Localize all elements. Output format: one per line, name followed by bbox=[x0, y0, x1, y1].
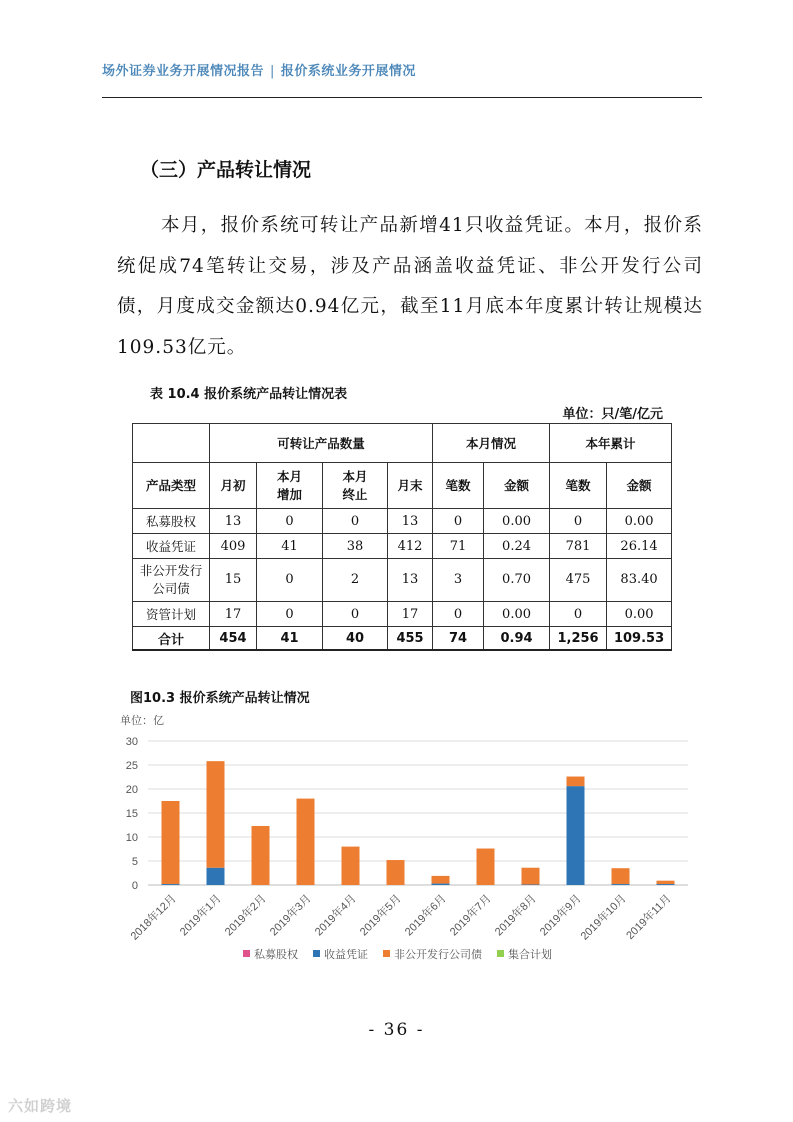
bar-segment bbox=[612, 884, 630, 885]
body-paragraph: 本月，报价系统可转让产品新增41只收益凭证。本月，报价系统促成74笔转让交易，涉及产品涵盖收益凭证、非公开发行公司债，月度成交金额达0.94亿元，截至11月底本年度累计转让规模达109.53亿元。 bbox=[117, 215, 703, 358]
total-cell: 74 bbox=[433, 627, 484, 651]
col-header-added-text: 本月增加 bbox=[276, 468, 302, 502]
table-corner-cell bbox=[133, 424, 210, 463]
bar-segment bbox=[162, 884, 180, 885]
bar-segment bbox=[522, 868, 540, 885]
legend-label: 私募股权 bbox=[254, 949, 298, 961]
col-header-terminated-text: 本月终止 bbox=[342, 468, 368, 502]
y-tick-label: 10 bbox=[125, 832, 138, 844]
legend-label: 集合计划 bbox=[508, 949, 552, 961]
cell-type: 收益凭证 bbox=[133, 534, 210, 559]
cell: 409 bbox=[210, 534, 257, 559]
table-total-row bbox=[133, 627, 672, 651]
bar-segment bbox=[612, 868, 630, 884]
cell: 0 bbox=[433, 509, 484, 534]
bar-segment bbox=[342, 847, 360, 885]
table-row bbox=[133, 559, 672, 602]
bar-segment bbox=[162, 801, 180, 884]
header-left-title: 场外证券业务开展情况报告 bbox=[102, 64, 265, 79]
bar-segment bbox=[432, 884, 450, 885]
group-header-quantity: 可转让产品数量 bbox=[210, 424, 433, 463]
col-header-year-count: 笔数 bbox=[550, 463, 607, 509]
y-tick-label: 30 bbox=[125, 736, 138, 748]
x-tick-label: 2019年10月 bbox=[578, 892, 629, 943]
cell-type: 私募股权 bbox=[133, 509, 210, 534]
y-tick-label: 20 bbox=[125, 784, 138, 796]
cell: 2 bbox=[323, 559, 388, 602]
cell: 0 bbox=[550, 602, 607, 627]
cell-type bbox=[133, 559, 210, 602]
x-tick-label: 2019年6月 bbox=[402, 892, 449, 939]
table-row bbox=[133, 602, 672, 627]
total-cell: 41 bbox=[257, 627, 323, 651]
x-tick-label: 2019年7月 bbox=[447, 892, 494, 939]
cell: 38 bbox=[323, 534, 388, 559]
group-header-year: 本年累计 bbox=[550, 424, 672, 463]
bar-segment bbox=[207, 868, 225, 885]
table-caption: 表 10.4 报价系统产品转让情况表 bbox=[150, 387, 348, 402]
legend-swatch bbox=[313, 950, 320, 957]
cell: 13 bbox=[388, 559, 433, 602]
cell: 412 bbox=[388, 534, 433, 559]
legend-label: 收益凭证 bbox=[324, 949, 368, 961]
legend-swatch bbox=[243, 950, 250, 957]
cell: 71 bbox=[433, 534, 484, 559]
legend-label: 非公开发行公司债 bbox=[394, 949, 482, 961]
cell: 0.00 bbox=[607, 509, 672, 534]
transfer-table bbox=[132, 423, 672, 651]
cell: 0 bbox=[323, 509, 388, 534]
cell: 0.00 bbox=[484, 509, 550, 534]
col-header-begin: 月初 bbox=[210, 463, 257, 509]
x-tick-label: 2019年2月 bbox=[222, 892, 269, 939]
col-header-month-count: 笔数 bbox=[433, 463, 484, 509]
cell: 0.00 bbox=[607, 602, 672, 627]
table-row bbox=[133, 509, 672, 534]
col-header-month-amount: 金额 bbox=[484, 463, 550, 509]
col-header-end: 月末 bbox=[388, 463, 433, 509]
chart-caption: 图10.3 报价系统产品转让情况 bbox=[130, 691, 310, 706]
total-cell: 40 bbox=[323, 627, 388, 651]
cell: 781 bbox=[550, 534, 607, 559]
cell: 0 bbox=[433, 602, 484, 627]
total-cell: 109.53 bbox=[607, 627, 672, 651]
bar-segment bbox=[387, 860, 405, 885]
cell: 26.14 bbox=[607, 534, 672, 559]
cell: 41 bbox=[257, 534, 323, 559]
cell: 0.00 bbox=[484, 602, 550, 627]
y-tick-label: 0 bbox=[131, 880, 138, 892]
cell-type: 资管计划 bbox=[133, 602, 210, 627]
cell: 0 bbox=[257, 602, 323, 627]
total-cell: 454 bbox=[210, 627, 257, 651]
x-tick-label: 2019年9月 bbox=[537, 892, 584, 939]
x-tick-label: 2019年11月 bbox=[624, 892, 674, 943]
cell: 3 bbox=[433, 559, 484, 602]
bar-segment bbox=[432, 876, 450, 884]
bar-segment bbox=[567, 786, 585, 885]
group-header-month: 本月情况 bbox=[433, 424, 550, 463]
x-tick-label: 2019年5月 bbox=[357, 892, 404, 939]
cell: 475 bbox=[550, 559, 607, 602]
cell: 0 bbox=[323, 602, 388, 627]
x-tick-label: 2019年8月 bbox=[492, 892, 539, 939]
bar-segment bbox=[252, 826, 270, 885]
total-cell: 455 bbox=[388, 627, 433, 651]
bar-segment bbox=[657, 884, 675, 885]
x-tick-label: 2019年4月 bbox=[312, 892, 359, 939]
cell: 0 bbox=[257, 509, 323, 534]
y-tick-label: 15 bbox=[125, 808, 138, 820]
section-title: （三）产品转让情况 bbox=[140, 159, 312, 181]
header-separator: | bbox=[270, 64, 275, 79]
bar-segment bbox=[297, 799, 315, 885]
y-axis-unit-label: 单位：亿 bbox=[120, 715, 164, 727]
table-group-header-row bbox=[133, 424, 672, 463]
legend-swatch bbox=[497, 950, 504, 957]
page-number: - 36 - bbox=[368, 1020, 425, 1040]
cell: 15 bbox=[210, 559, 257, 602]
total-cell: 1,256 bbox=[550, 627, 607, 651]
total-label: 合计 bbox=[133, 627, 210, 651]
cell: 17 bbox=[388, 602, 433, 627]
transfer-bar-chart bbox=[110, 710, 700, 980]
total-cell: 0.94 bbox=[484, 627, 550, 651]
cell-type-text: 非公开发行公司债 bbox=[139, 563, 203, 596]
page-header bbox=[102, 60, 702, 79]
bar-segment bbox=[207, 761, 225, 868]
x-tick-label: 2019年1月 bbox=[177, 892, 224, 939]
cell: 13 bbox=[388, 509, 433, 534]
cell: 0 bbox=[550, 509, 607, 534]
table-unit: 单位：只/笔/亿元 bbox=[562, 407, 663, 422]
bar-segment bbox=[477, 849, 495, 885]
y-tick-label: 5 bbox=[131, 856, 138, 868]
cell: 83.40 bbox=[607, 559, 672, 602]
header-rule bbox=[102, 97, 702, 98]
header-right-title: 报价系统业务开展情况 bbox=[280, 64, 416, 79]
col-header-terminated bbox=[323, 463, 388, 509]
col-header-type: 产品类型 bbox=[133, 463, 210, 509]
x-tick-label: 2018年12月 bbox=[128, 892, 179, 943]
cell: 0.70 bbox=[484, 559, 550, 602]
cell: 0.24 bbox=[484, 534, 550, 559]
bar-segment bbox=[567, 777, 585, 787]
bar-segment bbox=[657, 881, 675, 884]
table-column-header-row bbox=[133, 463, 672, 509]
col-header-added bbox=[257, 463, 323, 509]
table-row bbox=[133, 534, 672, 559]
legend-swatch bbox=[383, 950, 390, 957]
col-header-year-amount: 金额 bbox=[607, 463, 672, 509]
y-tick-label: 25 bbox=[125, 760, 138, 772]
x-tick-label: 2019年3月 bbox=[267, 892, 314, 939]
cell: 0 bbox=[257, 559, 323, 602]
watermark-logo: 六如跨境 bbox=[8, 1097, 73, 1115]
cell: 17 bbox=[210, 602, 257, 627]
cell: 13 bbox=[210, 509, 257, 534]
